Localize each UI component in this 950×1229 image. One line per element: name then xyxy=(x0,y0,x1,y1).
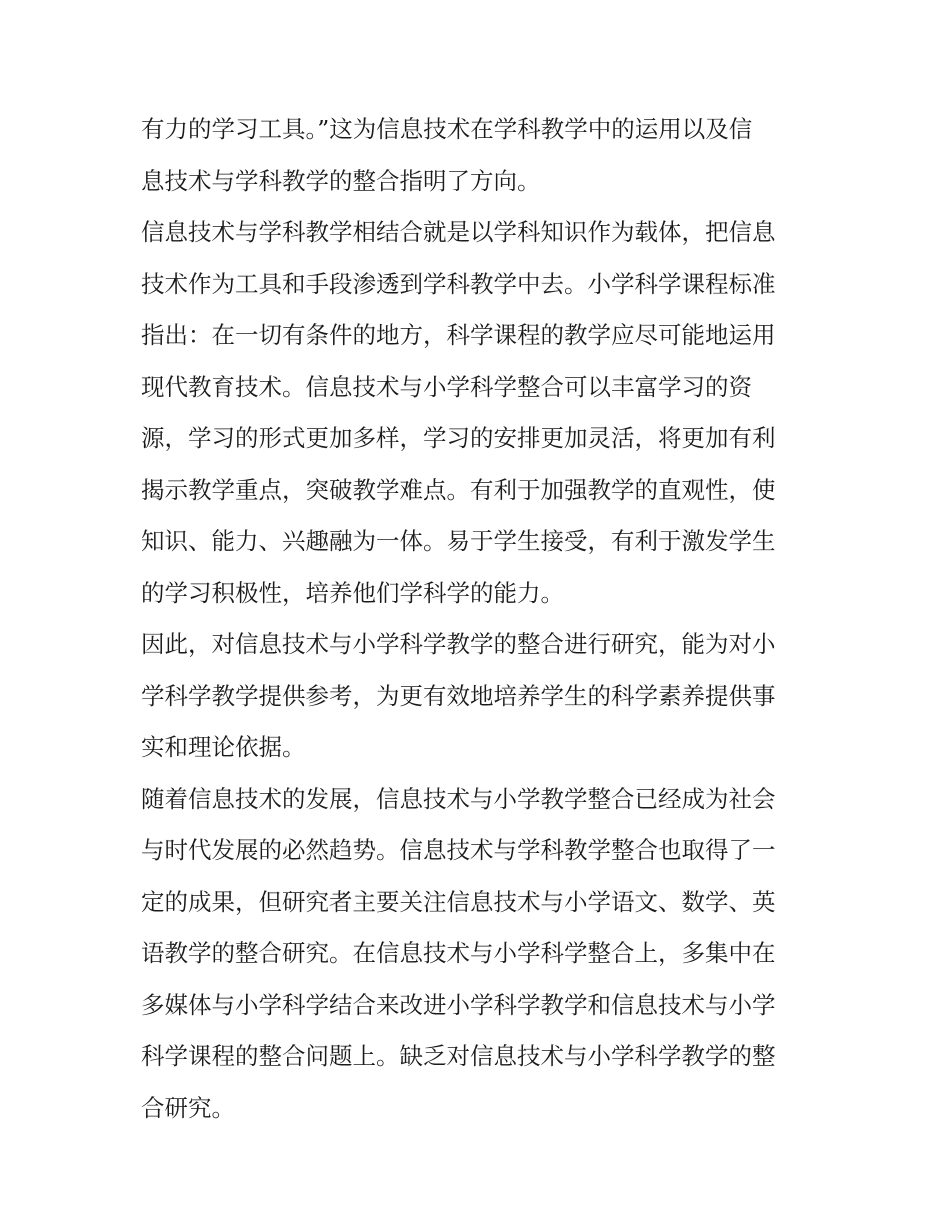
text-line: 合研究。 xyxy=(141,1093,235,1122)
body-text xyxy=(141,104,831,1134)
text-line: 随着信息技术的发展，信息技术与小学教学整合已经成为社会 xyxy=(141,784,776,813)
text-line: 揭示教学重点，突破教学难点。有利于加强教学的直观性，使 xyxy=(141,475,776,504)
text-line: 语教学的整合研究。在信息技术与小学科学整合上，多集中在 xyxy=(141,939,776,967)
text-line: 技术作为工具和手段渗透到学科教学中去。小学科学课程标准 xyxy=(141,269,776,298)
text-line: 指出：在一切有条件的地方，科学课程的教学应尽可能地运用 xyxy=(141,321,776,349)
text-line: 息技术与学科教学的整合指明了方向。 xyxy=(141,166,541,195)
text-line: 有力的学习工具。”这为信息技术在学科教学中的运用以及信 xyxy=(141,115,753,143)
paragraph-2 xyxy=(141,207,831,619)
text-line: 知识、能力、兴趣融为一体。易于学生接受，有利于激发学生 xyxy=(141,527,776,555)
text-line: 信息技术与学科教学相结合就是以学科知识作为载体，把信息 xyxy=(141,218,776,246)
text-line: 学科学教学提供参考，为更有效地培养学生的科学素养提供事 xyxy=(141,681,776,710)
text-line: 因此，对信息技术与小学科学教学的整合进行研究，能为对小 xyxy=(141,630,776,658)
text-line: 定的成果，但研究者主要关注信息技术与小学语文、数学、英 xyxy=(141,887,776,916)
text-line: 源，学习的形式更加多样，学习的安排更加灵活，将更加有利 xyxy=(141,424,776,452)
text-line: 的学习积极性，培养他们学科学的能力。 xyxy=(141,578,564,607)
text-line: 科学课程的整合问题上。缺乏对信息技术与小学科学教学的整 xyxy=(141,1042,776,1070)
paragraph-4 xyxy=(141,774,831,1135)
text-line: 多媒体与小学科学结合来改进小学科学教学和信息技术与小学 xyxy=(141,990,776,1019)
text-line: 与时代发展的必然趋势。信息技术与学科教学整合也取得了一 xyxy=(141,836,776,864)
paragraph-3 xyxy=(141,619,831,774)
text-line: 现代教育技术。信息技术与小学科学整合可以丰富学习的资 xyxy=(141,372,752,401)
paragraph-1 xyxy=(141,104,831,207)
text-line: 实和理论依据。 xyxy=(141,733,306,761)
